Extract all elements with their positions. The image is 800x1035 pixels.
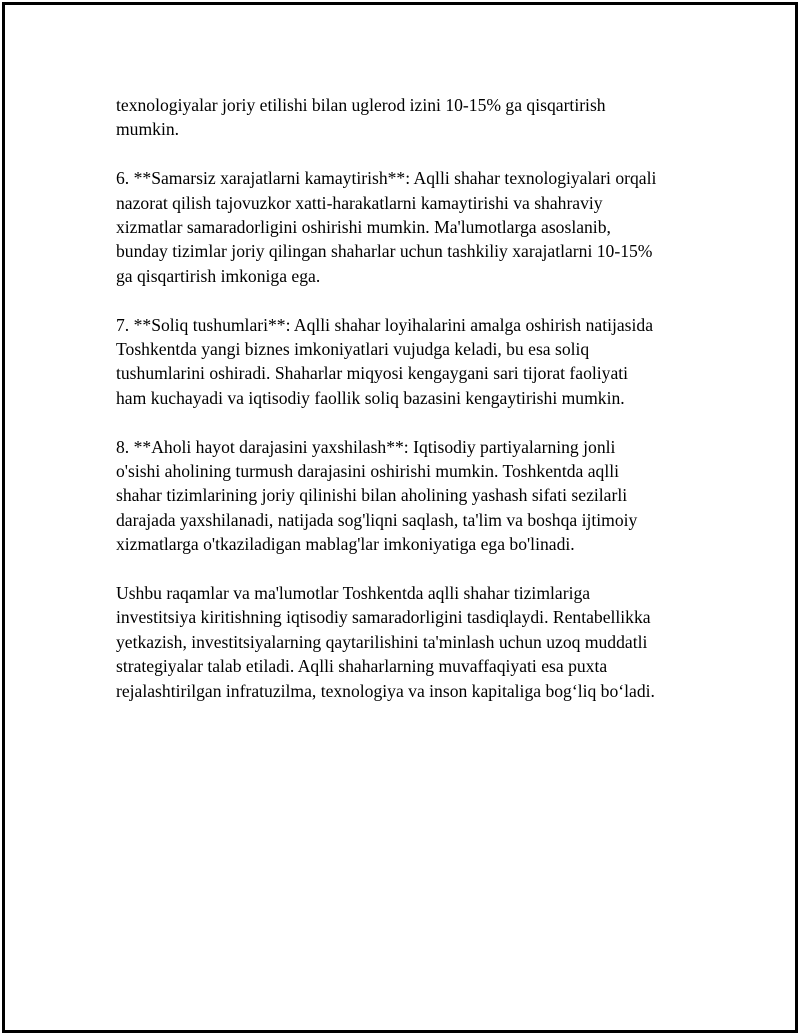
paragraph-point-8 — [116, 435, 696, 557]
text-line: xizmatlar samaradorligini oshirishi mumkin. Ma'lumotlarga asoslanib, — [116, 217, 611, 238]
text-line: strategiyalar talab etiladi. Aqlli shaharlarning muvaffaqiyati esa puxta — [116, 656, 608, 677]
paragraph-point-6 — [116, 166, 696, 288]
text-line: investitsiya kiritishning iqtisodiy samaradorligini tasdiqlaydi. Rentabellikka — [116, 607, 651, 628]
text-line: darajada yaxshilanadi, natijada sog'liqni saqlash, ta'lim va boshqa ijtimoiy — [116, 509, 638, 530]
text-line: ham kuchayadi va iqtisodiy faollik soliq bazasini kengaytirishi mumkin. — [116, 387, 625, 408]
text-line: tushumlarini oshiradi. Shaharlar miqyosi kengaygani sari tijorat faoliyati — [116, 363, 629, 384]
text-line: rejalashtirilgan infratuzilma, texnologiya va inson kapitaliga bog‘liq bo‘ladi. — [116, 680, 655, 701]
text-line: 7. **Soliq tushumlari**: Aqlli shahar loyihalarini amalga oshirish natijasida — [116, 314, 654, 335]
text-line: o'sishi aholining turmush darajasini oshirishi mumkin. Toshkentda aqlli — [116, 461, 620, 482]
text-line: ga qisqartirish imkoniga ega. — [116, 265, 321, 286]
text-line: 8. **Aholi hayot darajasini yaxshilash**: Iqtisodiy partiyalarning jonli — [116, 436, 616, 457]
paragraph-conclusion — [116, 581, 696, 703]
text-line: nazorat qilish tajovuzkor xatti-harakatlarni kamaytirishi va shahraviy — [116, 192, 603, 213]
text-line: Toshkentda yangi biznes imkoniyatlari vujudga keladi, bu esa soliq — [116, 339, 590, 360]
text-line: bunday tizimlar joriy qilingan shaharlar uchun tashkiliy xarajatlarni 10-15% — [116, 241, 653, 262]
paragraph-point-7 — [116, 313, 696, 411]
text-line: mumkin. — [116, 119, 180, 140]
text-line: texnologiyalar joriy etilishi bilan uglerod izini 10-15% ga qisqartirish — [116, 95, 606, 115]
document-body — [116, 93, 696, 727]
text-line: Ushbu raqamlar va ma'lumotlar Toshkentda aqlli shahar tizimlariga — [116, 583, 591, 604]
text-line: 6. **Samarsiz xarajatlarni kamaytirish**: Aqlli shahar texnologiyalari orqali — [116, 168, 657, 189]
paragraph-intro-continued — [116, 93, 696, 142]
text-line: shahar tizimlarining joriy qilinishi bilan aholining yashash sifati sezilarli — [116, 485, 628, 506]
text-line: xizmatlarga o'tkaziladigan mablag'lar imkoniyatiga ega bo'linadi. — [116, 534, 575, 555]
text-line: yetkazish, investitsiyalarning qaytarilishini ta'minlash uchun uzoq muddatli — [116, 631, 648, 652]
